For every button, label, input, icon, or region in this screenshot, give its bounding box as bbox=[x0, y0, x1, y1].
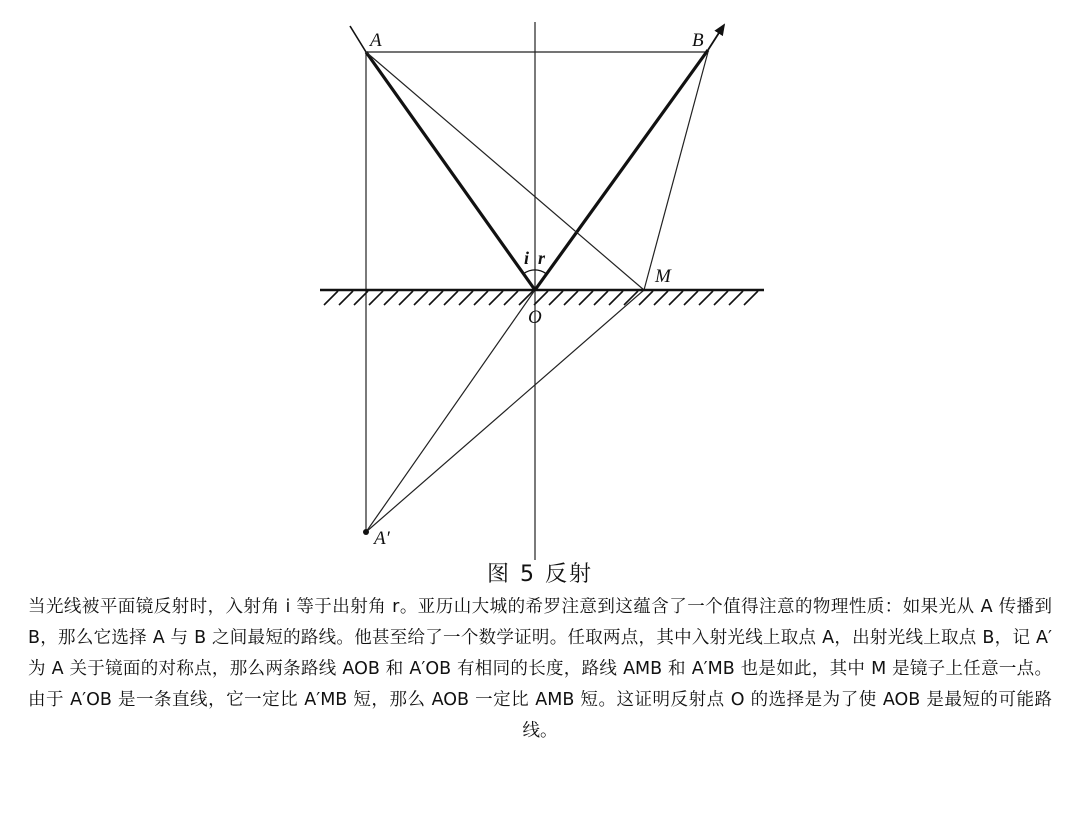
figure-number: 5 bbox=[520, 562, 536, 587]
label-point-m: M bbox=[655, 266, 671, 287]
hatch-mark bbox=[534, 291, 548, 305]
hatch-mark bbox=[699, 291, 713, 305]
line-a-m bbox=[366, 52, 644, 290]
hatch-mark bbox=[324, 291, 338, 305]
hatch-mark bbox=[729, 291, 743, 305]
label-point-o: O bbox=[528, 307, 542, 328]
line-m-b bbox=[644, 52, 708, 290]
hatch-mark bbox=[414, 291, 428, 305]
hatch-mark bbox=[489, 291, 503, 305]
figure-caption-text: 当光线被平面镜反射时，入射角 i 等于出射角 r。亚历山大城的希罗注意到这蕴含了一个值得注意的物理性质：如果光从 A 传播到 B，那么它选择 A 与 B 之间最短的路线。他甚至给了一个数学证明。任取两点，其中入射光线上取点 A，出射光线上取点 B，记 A′为 A 关于镜面的对称点，那么两条路线 AOB 和 A′OB 有相同的长度，路线 AMB 和 A′MB 也是如此，其中 M 是镜子上任意一点。由于 A′OB 是一条直线，它一定比 A′MB 短，那么 AOB 一定比 AMB 短。这证明反射点 O 的选择是为了使 AOB 是最短的可能路线。 bbox=[28, 597, 1052, 741]
hatch-mark bbox=[744, 291, 758, 305]
label-point-a-prime: A′ bbox=[374, 528, 390, 549]
hatch-mark bbox=[579, 291, 593, 305]
hatch-mark bbox=[669, 291, 683, 305]
line-aprime-o bbox=[366, 290, 535, 532]
hatch-mark bbox=[594, 291, 608, 305]
hatch-mark bbox=[564, 291, 578, 305]
hatch-mark bbox=[384, 291, 398, 305]
hatch-mark bbox=[369, 291, 383, 305]
hatch-mark bbox=[714, 291, 728, 305]
point-a-prime-dot bbox=[363, 529, 369, 535]
hatch-mark bbox=[624, 291, 638, 305]
label-point-a: A bbox=[370, 30, 382, 51]
line-aprime-m bbox=[366, 290, 644, 532]
hatch-mark bbox=[399, 291, 413, 305]
label-point-b: B bbox=[692, 30, 704, 51]
label-angle-r: r bbox=[538, 248, 546, 268]
hatch-mark bbox=[429, 291, 443, 305]
hatch-mark bbox=[474, 291, 488, 305]
label-angle-i: i bbox=[524, 248, 530, 268]
figure-title: 反射 bbox=[545, 562, 594, 587]
figure-label: 图 bbox=[486, 562, 511, 587]
mirror-hatching bbox=[324, 291, 758, 305]
incident-ray-extension bbox=[350, 26, 366, 52]
reflected-ray-o-b bbox=[535, 50, 708, 290]
hatch-mark bbox=[549, 291, 563, 305]
hatch-mark bbox=[654, 291, 668, 305]
hatch-mark bbox=[339, 291, 353, 305]
hatch-mark bbox=[684, 291, 698, 305]
incident-ray-a-o bbox=[366, 52, 535, 290]
hatch-mark bbox=[444, 291, 458, 305]
hatch-mark bbox=[504, 291, 518, 305]
figure-caption-title bbox=[0, 557, 1080, 588]
hatch-mark bbox=[459, 291, 473, 305]
reflected-ray-arrow bbox=[708, 25, 724, 50]
hatch-mark bbox=[609, 291, 623, 305]
